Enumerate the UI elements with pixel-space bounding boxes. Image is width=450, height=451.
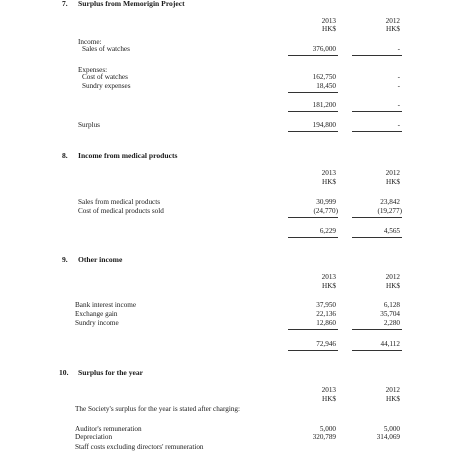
note9-total-2013: 72,946	[316, 340, 336, 348]
note8-cost-rule-2012	[352, 217, 402, 218]
note10-auditor-label: Auditor's remuneration	[75, 425, 142, 433]
note7-expenses-label: Expenses:	[78, 66, 108, 74]
note7-sundry-label: Sundry expenses	[82, 82, 131, 90]
note10-col2012-unit: HK$	[386, 395, 400, 403]
note8-cost-2013: (24,770)	[313, 207, 338, 215]
note9-total-rule-2013	[288, 350, 338, 351]
note7-surplus-2013: 194,800	[312, 121, 336, 129]
note7-surplus-rule-2013	[288, 131, 338, 132]
note8-cost-rule-2013	[288, 217, 338, 218]
note10-staff-label: Staff costs excluding directors' remuneration	[75, 443, 204, 451]
note10-number: 10.	[59, 368, 69, 377]
note7-income-label: Income:	[78, 38, 102, 46]
note7-total-rule-2012	[352, 111, 402, 112]
note7-surplus-label: Surplus	[78, 121, 100, 129]
note10-col2013-year: 2013	[321, 386, 336, 394]
note9-sundry-2012: 2,280	[383, 319, 400, 327]
note9-sundry-rule-2012	[352, 329, 402, 330]
note7-col2012-unit: HK$	[386, 25, 400, 33]
note7-sales-2013: 376,000	[312, 45, 336, 53]
note9-sundry-rule-2013	[288, 329, 338, 330]
note8-sales-label: Sales from medical products	[78, 198, 161, 206]
note8-sales-2012: 23,842	[380, 198, 400, 206]
note8-cost-2012: (19,277)	[377, 207, 402, 215]
note7-sundry-2012: -	[397, 82, 400, 90]
note10-title: Surplus for the year	[78, 368, 144, 377]
note8-title: Income from medical products	[78, 151, 178, 160]
note10-auditor-2013: 5,000	[319, 425, 336, 433]
note7-surplus-2012: -	[397, 121, 400, 129]
note9-col2012-year: 2012	[385, 273, 400, 281]
note7-sales-rule-2012	[352, 55, 402, 56]
note9-fx-2012: 35,704	[380, 310, 400, 318]
note10-col2012-year: 2012	[385, 386, 400, 394]
note8-total-2012: 4,565	[383, 227, 400, 235]
note10-intro: The Society's surplus for the year is stated after charging:	[75, 405, 241, 413]
note8-total-rule-2012	[352, 237, 402, 238]
note7-sundry-2013: 18,450	[316, 82, 336, 90]
note9-col2013-unit: HK$	[322, 282, 336, 290]
note9-fx-label: Exchange gain	[75, 310, 118, 318]
note9-bank-label: Bank interest income	[75, 301, 137, 309]
note7-sales-rule-2013	[288, 55, 338, 56]
note8-col2012-unit: HK$	[386, 178, 400, 186]
note7-total-exp-2012: -	[397, 101, 400, 109]
note8-total-rule-2013	[288, 237, 338, 238]
note7-surplus-rule-2012	[352, 131, 402, 132]
note7-exp-rule-2013	[288, 92, 338, 93]
note7-col2012-year: 2012	[385, 17, 400, 25]
note7-col2013-year: 2013	[321, 17, 336, 25]
note7-cost-label: Cost of watches	[82, 73, 128, 81]
note7-sales-2012: -	[397, 45, 400, 53]
note7-number: 7.	[62, 0, 68, 8]
note10-auditor-2012: 5,000	[383, 425, 400, 433]
note9-bank-2012: 6,128	[383, 301, 400, 309]
note7-title: Surplus from Memorigin Project	[78, 0, 185, 8]
note9-total-2012: 44,112	[380, 340, 400, 348]
note8-col2013-unit: HK$	[322, 178, 336, 186]
note9-number: 9.	[62, 255, 68, 264]
note10-dep-label: Depreciation	[75, 433, 113, 441]
note10-dep-2013: 320,789	[312, 433, 336, 441]
note9-col2012-unit: HK$	[386, 282, 400, 290]
note9-title: Other income	[78, 255, 123, 264]
note9-total-rule-2012	[352, 350, 402, 351]
note8-total-2013: 6,229	[319, 227, 336, 235]
note7-col2013-unit: HK$	[322, 25, 336, 33]
note7-cost-2012: -	[397, 73, 400, 81]
note9-sundry-label: Sundry income	[75, 319, 119, 327]
note10-dep-2012: 314,069	[376, 433, 400, 441]
note10-col2013-unit: HK$	[322, 395, 336, 403]
note7-total-rule-2013	[288, 111, 338, 112]
note7-sales-label: Sales of watches	[82, 45, 130, 53]
note9-col2013-year: 2013	[321, 273, 336, 281]
note8-cost-label: Cost of medical products sold	[78, 207, 164, 215]
note8-col2013-year: 2013	[321, 169, 336, 177]
note8-col2012-year: 2012	[385, 169, 400, 177]
note9-sundry-2013: 12,860	[316, 319, 336, 327]
note9-fx-2013: 22,136	[316, 310, 336, 318]
note7-cost-2013: 162,750	[312, 73, 336, 81]
note8-number: 8.	[62, 151, 68, 160]
note7-total-exp-2013: 181,200	[312, 101, 336, 109]
note8-sales-2013: 30,999	[316, 198, 336, 206]
note9-bank-2013: 37,950	[316, 301, 336, 309]
